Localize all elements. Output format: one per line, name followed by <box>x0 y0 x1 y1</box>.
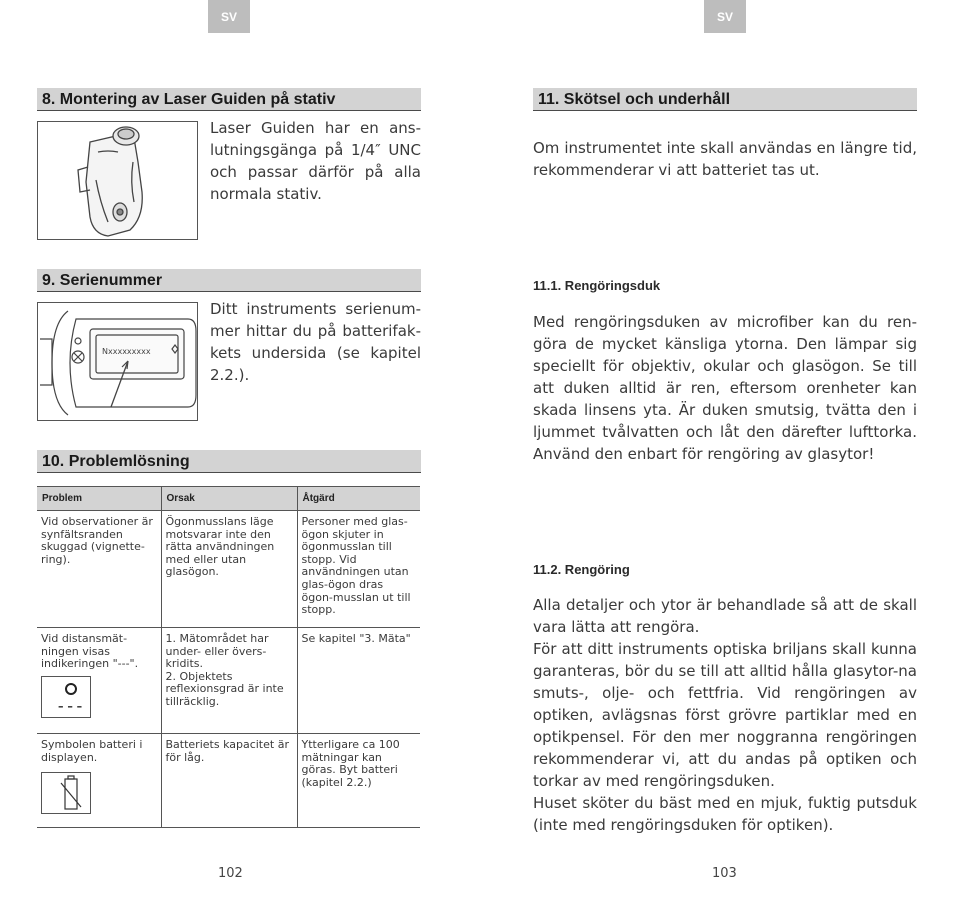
column-header-action: Åtgärd <box>297 487 420 511</box>
language-tab-left: SV <box>208 0 250 33</box>
problem-text: Vid distansmät-ningen visas indikeringen "---". <box>41 632 139 671</box>
display-dashes: – – – <box>58 699 83 713</box>
problem-table <box>37 486 420 828</box>
battery-display-figure <box>41 772 91 814</box>
section-11-1-text: Med rengöringsduken av microfiber kan du ren-göra de mycket känsliga ytorna. Den lämpar sig speciellt för objektiv, okular och glasögon. Se till att duken alltid är ren, eftersom orenheter kan skada linsens yta. Är duken smutsig, tvätta den i ljummet tvålvatten och låt den därefter lufttorka. Använd den enbart för rengöring av glasytor! <box>533 313 917 463</box>
battery-compartment-icon <box>38 303 197 420</box>
tripod-mount-figure <box>37 121 198 240</box>
section-9-text: Ditt instruments serienum-mer hittar du på batterifak-kets undersida (se kapitel 2.2.). <box>210 300 421 384</box>
table-row <box>37 734 420 828</box>
page-number-right: 103 <box>712 866 737 881</box>
page-number-left: 102 <box>218 866 243 881</box>
battery-empty-icon <box>42 773 90 813</box>
section-11-2-paragraph-2: För att ditt instruments optiska briljans skall kunna garanteras, bör du se till att alltid hålla glasytor-na smuts-, olje- och fettfria. Vid rengöringen av optiken, avlägsnas först grövre partiklar med en optikpensel. För den mer noggranna rengöringen rekommenderar vi, att du andas på optiken och torkar av med rengöringsduken. <box>533 640 917 790</box>
section-11-2-text <box>533 594 917 836</box>
display-dashes-figure <box>41 676 91 718</box>
section-11-2-paragraph-1: Alla detaljer och ytor är behandlade så att de skall vara lätta att rengöra. <box>533 596 917 636</box>
table-header-row <box>37 487 420 511</box>
column-header-problem: Problem <box>37 487 161 511</box>
serial-number-figure <box>37 302 198 421</box>
action-cell: Se kapitel "3. Mäta" <box>297 628 420 734</box>
language-tab-right: SV <box>704 0 746 33</box>
rangefinder-side-icon <box>38 122 197 239</box>
table-row <box>37 628 420 734</box>
action-cell: Ytterligare ca 100 mätningar kan göras. Byt batteri (kapitel 2.2.) <box>297 734 420 828</box>
cause-cell: 1. Mätområdet har under- eller övers-kridits. 2. Objektets reflexionsgrad är inte tillräcklig. <box>161 628 297 734</box>
section-11-heading: 11. Skötsel och underhåll <box>533 88 917 111</box>
section-11-1-heading: 11.1. Rengöringsduk <box>533 278 661 293</box>
serial-number-label: Nxxxxxxxxx <box>102 347 151 356</box>
section-11-2-heading: 11.2. Rengöring <box>533 562 630 577</box>
cause-cell: Ögonmusslans läge motsvarar inte den rätta användningen med eller utan glasögon. <box>161 511 297 628</box>
section-11-2-paragraph-3: Huset sköter du bäst med en mjuk, fuktig putsduk (inte med rengöringsduken för optiken). <box>533 794 917 834</box>
section-8-heading: 8. Montering av Laser Guiden på stativ <box>37 88 421 111</box>
table-row <box>37 511 420 628</box>
section-10-heading: 10. Problemlösning <box>37 450 421 473</box>
section-8-text: Laser Guiden har en ans-lutningsgänga på 1/4″ UNC och passar därför på alla normala stativ. <box>210 119 421 203</box>
problem-table-wrapper <box>37 486 420 828</box>
section-9-heading: 9. Serienummer <box>37 269 421 292</box>
cause-cell: Batteriets kapacitet är för låg. <box>161 734 297 828</box>
action-cell: Personer med glas-ögon skjuter in ögonmusslan till stopp. Vid användningen utan glas-ögon dras ögon-musslan ut till stopp. <box>297 511 420 628</box>
problem-text: Symbolen batteri i displayen. <box>41 738 143 764</box>
problem-cell <box>37 734 161 828</box>
column-header-cause: Orsak <box>161 487 297 511</box>
problem-cell: Vid observationer är synfältsranden skuggad (vignette-ring). <box>37 511 161 628</box>
problem-cell <box>37 628 161 734</box>
section-11-text: Om instrumentet inte skall användas en längre tid, rekommenderar vi att batteriet tas ut. <box>533 139 917 179</box>
